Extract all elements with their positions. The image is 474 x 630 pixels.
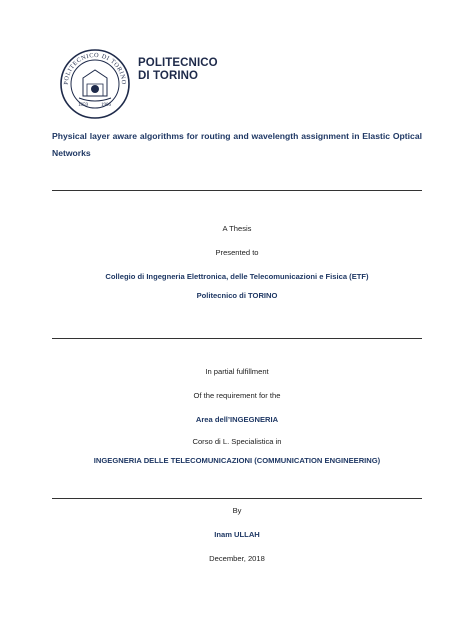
wordmark-line-2: DI TORINO bbox=[138, 70, 199, 82]
submission-date: December, 2018 bbox=[209, 554, 265, 563]
divider-middle bbox=[52, 338, 422, 339]
requirement-text: Of the requirement for the bbox=[193, 391, 281, 400]
wordmark-line-1: POLITECNICO bbox=[138, 57, 218, 69]
presented-to: Presented to bbox=[215, 248, 259, 257]
seal-year-right: 1906 bbox=[101, 103, 111, 108]
divider-bottom bbox=[52, 498, 422, 499]
by-label: By bbox=[232, 506, 242, 515]
course-text: Corso di L. Specialistica in bbox=[192, 437, 282, 446]
politecnico-seal-logo bbox=[59, 48, 131, 120]
university-name: Politecnico di TORINO bbox=[196, 291, 278, 300]
program-name: INGEGNERIA DELLE TELECOMUNICAZIONI (COMMUNICATION ENGINEERING) bbox=[93, 456, 381, 465]
svg-text:POLITECNICO DI TORINO: POLITECNICO DI TORINO bbox=[62, 51, 128, 86]
author-name: Inam ULLAH bbox=[214, 530, 260, 539]
thesis-type: A Thesis bbox=[222, 224, 252, 233]
partial-fulfillment: In partial fulfillment bbox=[205, 367, 269, 376]
divider-top bbox=[52, 190, 422, 191]
area-name: Area dell’INGEGNERIA bbox=[195, 415, 279, 424]
institution-wordmark bbox=[138, 57, 218, 83]
thesis-title: Physical layer aware algorithms for routing and wavelength assignment in Elastic Optical Networks bbox=[52, 131, 422, 158]
college-name: Collegio di Ingegneria Elettronica, delle Telecomunicazioni e Fisica (ETF) bbox=[105, 272, 369, 281]
seal-year-left: 1859 bbox=[78, 103, 88, 108]
